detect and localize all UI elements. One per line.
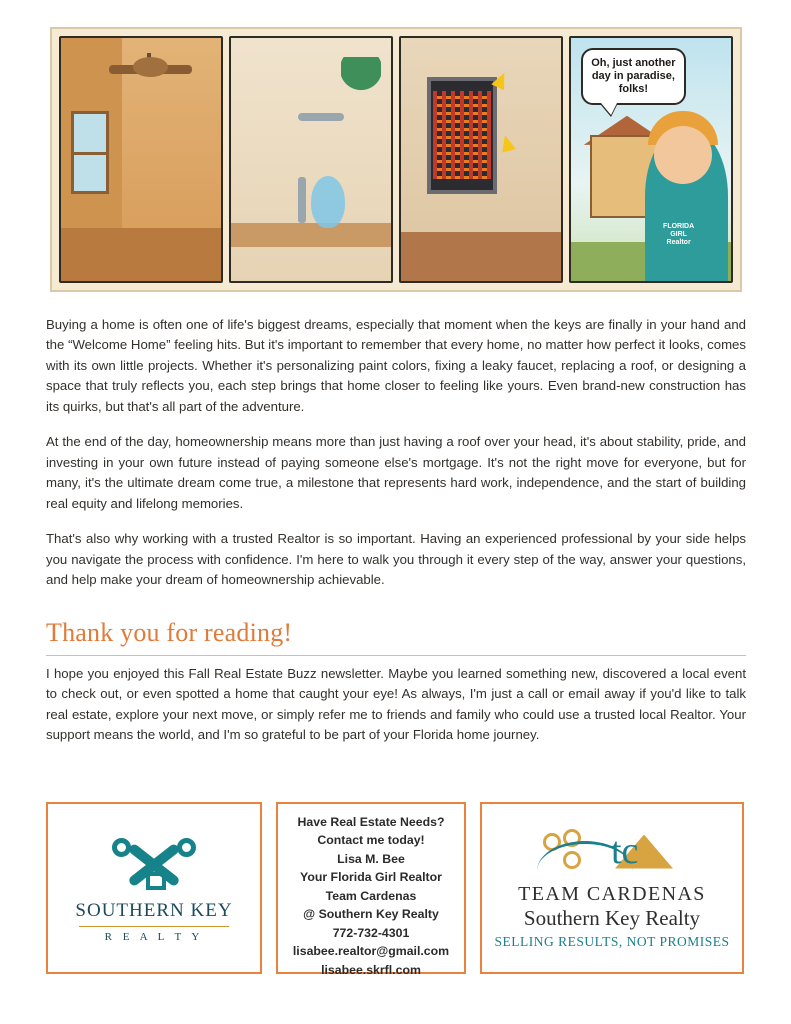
monogram-text: tc — [611, 829, 639, 872]
contact-line: Lisa M. Bee — [337, 851, 405, 866]
speech-bubble: Oh, just another day in paradise, folks! — [581, 48, 687, 106]
thank-you-heading: Thank you for reading! — [46, 618, 293, 647]
comic-strip — [50, 27, 742, 292]
contact-line: Team Cardenas — [325, 888, 417, 903]
contact-box — [276, 802, 466, 977]
article-body — [46, 315, 746, 605]
contact-website[interactable]: lisabee.skrfl.com — [321, 962, 421, 977]
shirt-line-3: Realtor — [666, 238, 691, 246]
paragraph-2: At the end of the day, homeownership means more than just having a roof over your head, it's about stability, pride, and investing in your own future instead of paying someone else's mortgage. It's not the right move for everyone, but for many, it's the ultimate dream come true, a milestone that represents hard work, independence, and the start of building real equity and lifelong memories. — [46, 434, 746, 511]
contact-line: Contact me today! — [317, 833, 425, 848]
divider — [46, 655, 746, 656]
paragraph-3: That's also why working with a trusted Realtor is so important. Having an experienced professional by your side helps you navigate the process with confidence. I'm here to walk you through it every step of the way, answer your questions, and help make your dream of homeownership achievable. — [46, 531, 746, 587]
water-spray-icon — [311, 176, 345, 228]
faucet-icon — [298, 177, 306, 223]
team-cardenas-logo-box — [480, 802, 744, 974]
contact-line: @ Southern Key Realty — [303, 907, 439, 922]
closing-paragraph: I hope you enjoyed this Fall Real Estate Buzz newsletter. Maybe you learned something new, discovered a local event to check out, or even spotted a home that caught your eye! As always, I'm just a call or email away if you'd like to talk real estate, explore your next move, or simply refer me to friends and family who could use a trusted local Realtor. Your support means the world, and I'm so grateful to be part of your Florida home journey. — [46, 666, 746, 743]
team-cardenas-title: TEAM CARDENAS — [518, 882, 706, 905]
shirt-line-1: FLORIDA — [663, 222, 695, 230]
comic-panel-inspector-ceiling-fan — [59, 36, 223, 283]
logo-rule — [79, 926, 229, 927]
window-icon — [71, 111, 109, 194]
contact-line: Your Florida Girl Realtor — [300, 870, 442, 885]
paragraph-1: Buying a home is often one of life's biggest dreams, especially that moment when the keys are finally in your hand and the “Welcome Home” feeling hits. But it's important to remember that every home, no matter how perfect it looks, comes with its own little projects. Whether it's personalizing paint colors, fixing a leaky faucet, replacing a roof, or designing a space that truly reflects you, each step brings that home closer to feeling like yours. Even brand-new construction has its quirks, but that's all part of the adventure. — [46, 317, 746, 414]
palm-tree-icon — [341, 57, 381, 117]
comic-panel-leaky-faucet — [229, 36, 393, 283]
contact-line: Have Real Estate Needs? — [297, 815, 445, 829]
team-cardenas-tagline: SELLING RESULTS, NOT PROMISES — [494, 933, 730, 949]
comic-panel-realtor — [569, 36, 733, 283]
team-cardenas-monogram-icon — [537, 827, 687, 883]
southern-key-sub: R E A L T Y — [104, 930, 204, 943]
contact-email[interactable]: lisabee.realtor@gmail.com — [292, 944, 450, 959]
southern-key-name: SOUTHERN KEY — [75, 899, 233, 921]
crossed-keys-icon — [108, 834, 200, 896]
footer — [46, 802, 746, 977]
team-cardenas-subtitle: Southern Key Realty — [523, 905, 701, 930]
shirt-line-2: GIRL — [670, 230, 687, 238]
southern-key-logo-box — [46, 802, 262, 974]
contact-phone[interactable]: 772-732-4301 — [332, 925, 410, 940]
comic-panel-electrical-panel — [399, 36, 563, 283]
